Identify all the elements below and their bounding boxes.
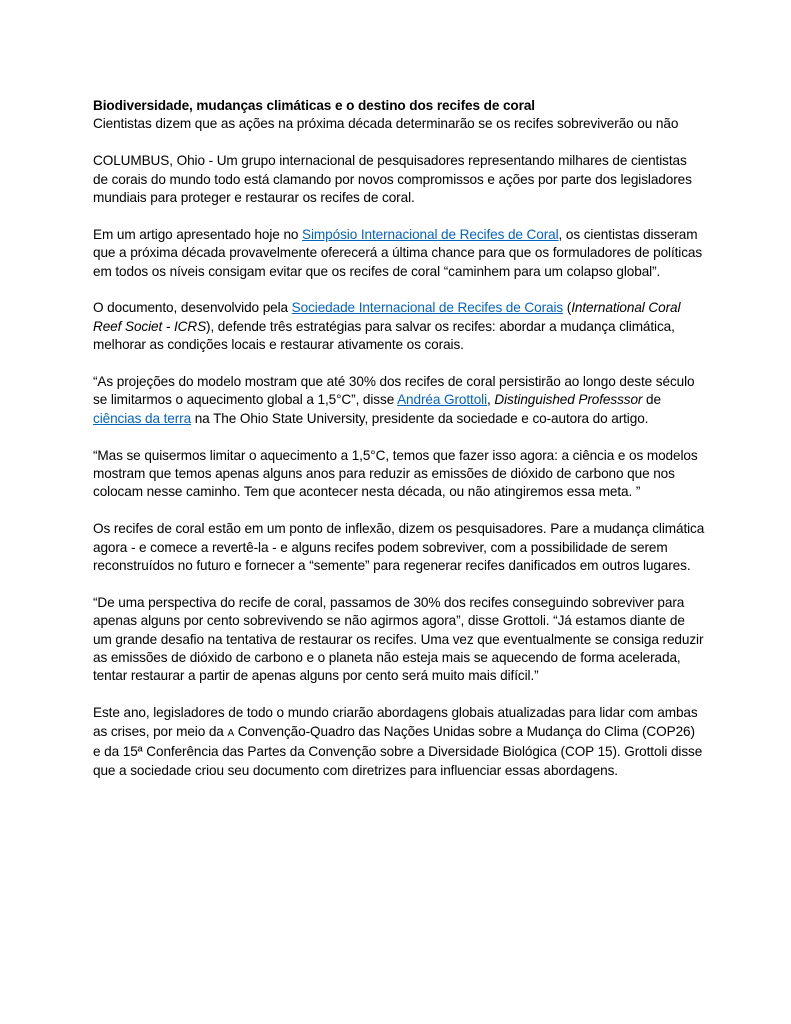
paragraph-8-small-a: A <box>227 727 235 739</box>
paragraph-8 <box>93 704 705 780</box>
paragraph-3 <box>93 299 705 354</box>
symposium-link[interactable]: Simpósio Internacional de Recifes de Coral <box>302 226 559 242</box>
article-header <box>93 97 705 134</box>
paragraph-2-text-a: Em um artigo apresentado hoje no <box>93 226 303 242</box>
paragraph-2 <box>93 226 705 281</box>
paragraph-4-text-b: , <box>487 392 495 408</box>
paragraph-8-text-a: Este ano, legisladores de todo o mundo criarão abordagens globais atualizadas para lidar com ambas as crises, por meio da <box>93 705 698 739</box>
paragraph-4-text-d: na The Ohio State University, presidente da sociedade e co-autora do artigo. <box>191 410 649 426</box>
paragraph-1: COLUMBUS, Ohio - Um grupo internacional de pesquisadores representando milhares de cientistas de corais do mundo todo está clamando por novos compromissos e ações por parte dos legisladores mundiais para proteger e restaurar os recifes de coral. <box>93 153 692 206</box>
paragraph-4-text-c: de <box>642 392 661 408</box>
document-page <box>93 97 705 798</box>
grottoli-title: Distinguished Professsor <box>494 392 643 408</box>
article-subtitle: Cientistas dizem que as ações na próxima década determinarão se os recifes sobreviverão ou não <box>93 116 679 132</box>
paragraph-8-text-b: Convenção-Quadro das Nações Unidas sobre a Mudança do Clima (COP26) e da 15ª Conferência das Partes da Convenção sobre a Diversidade Biológica (COP 15). Grottoli disse que a sociedade criou seu documento com diretrizes para influenciar essas abordagens. <box>93 723 703 778</box>
paragraph-3-text-a: O documento, desenvolvido pela <box>93 300 292 316</box>
article-title: Biodiversidade, mudanças climáticas e o destino dos recifes de coral <box>93 98 535 113</box>
paragraph-3-text-c: ), defende três estratégias para salvar os recifes: abordar a mudança climática, melhorar as condições locais e restaurar ativamente os corais. <box>93 318 675 353</box>
paragraph-4-text-a: “As projeções do modelo mostram que até 30% dos recifes de coral persistirão ao longo deste século se limitarmos o aquecimento global a 1,5°C”, disse <box>93 374 695 408</box>
society-english-name: International Coral Reef Societ - ICRS <box>93 300 681 334</box>
grottoli-link[interactable]: Andréa Grottoli <box>397 392 488 408</box>
society-link[interactable]: Sociedade Internacional de Recifes de Corais <box>291 300 564 316</box>
paragraph-6: Os recifes de coral estão em um ponto de inflexão, dizem os pesquisadores. Pare a mudança climática agora - e comece a revertê-la - e alguns recifes podem sobreviver, com a possibilidade de serem reconstruídos no futuro e fornecer a “semente” para regenerar recifes danificados em outros lugares. <box>93 521 705 574</box>
paragraph-5: “Mas se quisermos limitar o aquecimento a 1,5°C, temos que fazer isso agora: a ciência e os modelos mostram que temos apenas alguns anos para reduzir as emissões de dióxido de carbono que nos colocam nesse caminho. Tem que acontecer nesta década, ou não atingiremos essa meta. ” <box>93 447 698 500</box>
paragraph-3-text-b: ( <box>563 300 572 316</box>
paragraph-4 <box>93 373 705 428</box>
paragraph-2-text-b: , os cientistas disseram que a próxima década provavelmente oferecerá a última chance para que os formuladores de políticas em todos os níveis consigam evitar que os recifes de coral “caminhem para um colapso global”. <box>93 226 703 279</box>
paragraph-7: “De uma perspectiva do recife de coral, passamos de 30% dos recifes conseguindo sobreviver para apenas alguns por cento sobrevivendo se não agirmos agora”, disse Grottoli. “Já estamos diante de um grande desafio na tentativa de restaurar os recifes. Uma vez que eventualmente se consiga reduzir as emissões de dióxido de carbono e o planeta não esteja mais se aquecendo de forma acelerada, tentar restaurar a partir de apenas alguns por cento será muito mais difícil.” <box>93 594 704 684</box>
earth-sciences-link[interactable]: ciências da terra <box>93 410 192 426</box>
